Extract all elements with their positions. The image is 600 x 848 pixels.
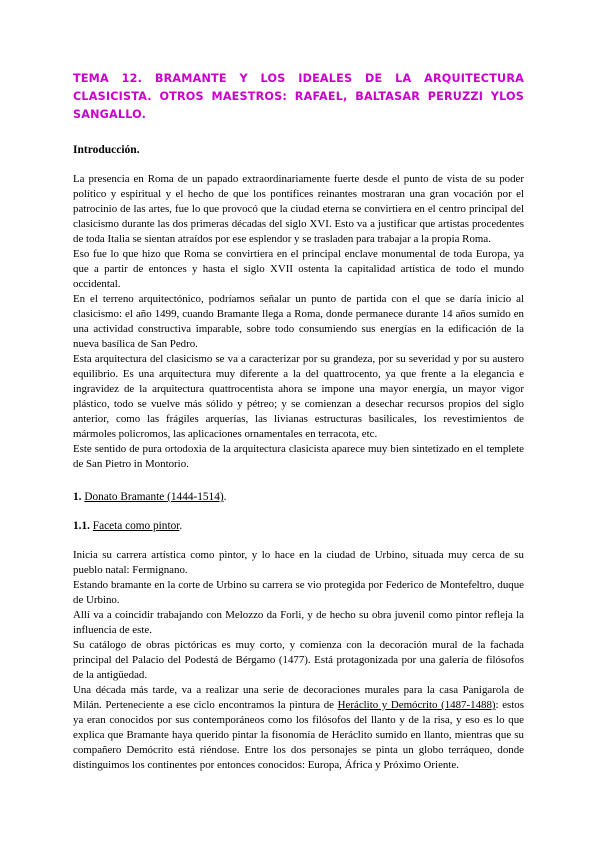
painter-paragraph: Inicia su carrera artística como pintor, y lo hace en la ciudad de Urbino, situada muy cerca de su pueblo natal: Fermignano. — [73, 549, 524, 576]
intro-paragraph: En el terreno arquitectónico, podríamos señalar un punto de partida con el que se daría inicio al clasicismo: el año 1499, cuando Bramante llega a Roma, donde permanece durante 14 años sumido en una actividad constructiva imparable, sobre todo consumiendo sus energías en la edificación de la nueva basílica de San Pedro. — [73, 293, 524, 350]
painter-paragraph: Estando bramante en la corte de Urbino su carrera se vio protegida por Federico de Montefeltro, duque de Urbino. — [73, 579, 524, 606]
section-1-end: . — [223, 491, 227, 503]
heraclito-democrito-link[interactable]: Heráclito y Demócrito (1487-1488) — [337, 699, 496, 711]
section-1-title: Donato Bramante (1444-1514) — [84, 491, 224, 503]
painter-paragraph: Su catálogo de obras pictóricas es muy corto, y comienza con la decoración mural de la fachada principal del Palacio del Podestá de Bérgamo (1477). Está protagonizada por una galería de filósofos de la antigüedad. — [73, 639, 524, 681]
intro-body — [73, 172, 524, 472]
painter-paragraph-last — [73, 683, 524, 773]
document-title: TEMA 12. BRAMANTE Y LOS IDEALES DE LA ARQUITECTURA CLASICISTA. OTROS MAESTROS: RAFAEL, BALTASAR PERUZZI YLOS SANGALLO. — [73, 72, 524, 121]
section-1-1-end: . — [179, 520, 183, 532]
last-paragraph-after: : estos ya eran conocidos por sus contemporáneos como los filósofos del llanto y de la risa, y eso es lo que explica que Bramante haya querido pintar la fisonomía de Heráclito sumido en llanto, mientras que su compañero Demócrito está riéndose. Entre los dos personajes se pinta un globo terráqueo, donde distinguimos los continentes por entonces conocidos: Europa, África y Próximo Oriente. — [73, 699, 524, 771]
painter-paragraph: Allí va a coincidir trabajando con Melozzo da Forli, y de hecho su obra juvenil como pintor refleja la influencia de este. — [73, 609, 524, 636]
intro-heading: Introducción. — [73, 144, 140, 156]
section-1-number: 1. — [73, 491, 82, 503]
intro-paragraph: Este sentido de pura ortodoxia de la arquitectura clasicista aparece muy bien sintetizado en el templete de San Pietro in Montorio. — [73, 443, 524, 470]
section-1-1-title: Faceta como pintor — [92, 520, 180, 532]
intro-paragraph: La presencia en Roma de un papado extraordinariamente fuerte desde el punto de vista de su poder político y espiritual y el hecho de que los pontífices reinantes mostraran una gran vocación por el patrocinio de las artes, fue lo que provocó que la ciudad eterna se convirtiera en el centro principal del clasicismo durante las dos primeras décadas del siglo XVI. Esto va a justificar que artistas procedentes de toda Italia se sientan atraídos por ese esplendor y se trasladen para trabajar a la propia Roma. — [73, 173, 524, 245]
section-1-heading — [73, 490, 524, 505]
section-1-1-number: 1.1. — [73, 520, 90, 532]
section-1-1-heading — [73, 519, 524, 534]
intro-paragraph: Eso fue lo que hizo que Roma se convirtiera en el principal enclave monumental de toda Europa, ya que a partir de entonces y hasta el siglo XVII ostenta la capitalidad artística de todo el mundo occidental. — [73, 248, 524, 290]
painter-body — [73, 548, 524, 773]
last-paragraph-before: Una década más tarde, va a realizar una serie de decoraciones murales para la casa Panigarola de Milán. Perteneciente a ese ciclo encontramos la pintura de — [73, 684, 524, 711]
intro-paragraph: Esta arquitectura del clasicismo se va a caracterizar por su grandeza, por su severidad y por su austero equilibrio. Es una arquitectura muy diferente a la del quattrocento, ya que frente a la elegancia e ingravidez de la arquitectura quattrocentista ahora se impone una mayor energía, un mayor vigor plástico, todo se vuelve más sólido y pétreo; y se comienzan a desechar recursos propios del siglo anterior, como las frágiles arquerías, las livianas estructuras basilicales, los revestimientos de mármoles policromos, las aplicaciones ornamentales en terracota, etc. — [73, 353, 524, 440]
